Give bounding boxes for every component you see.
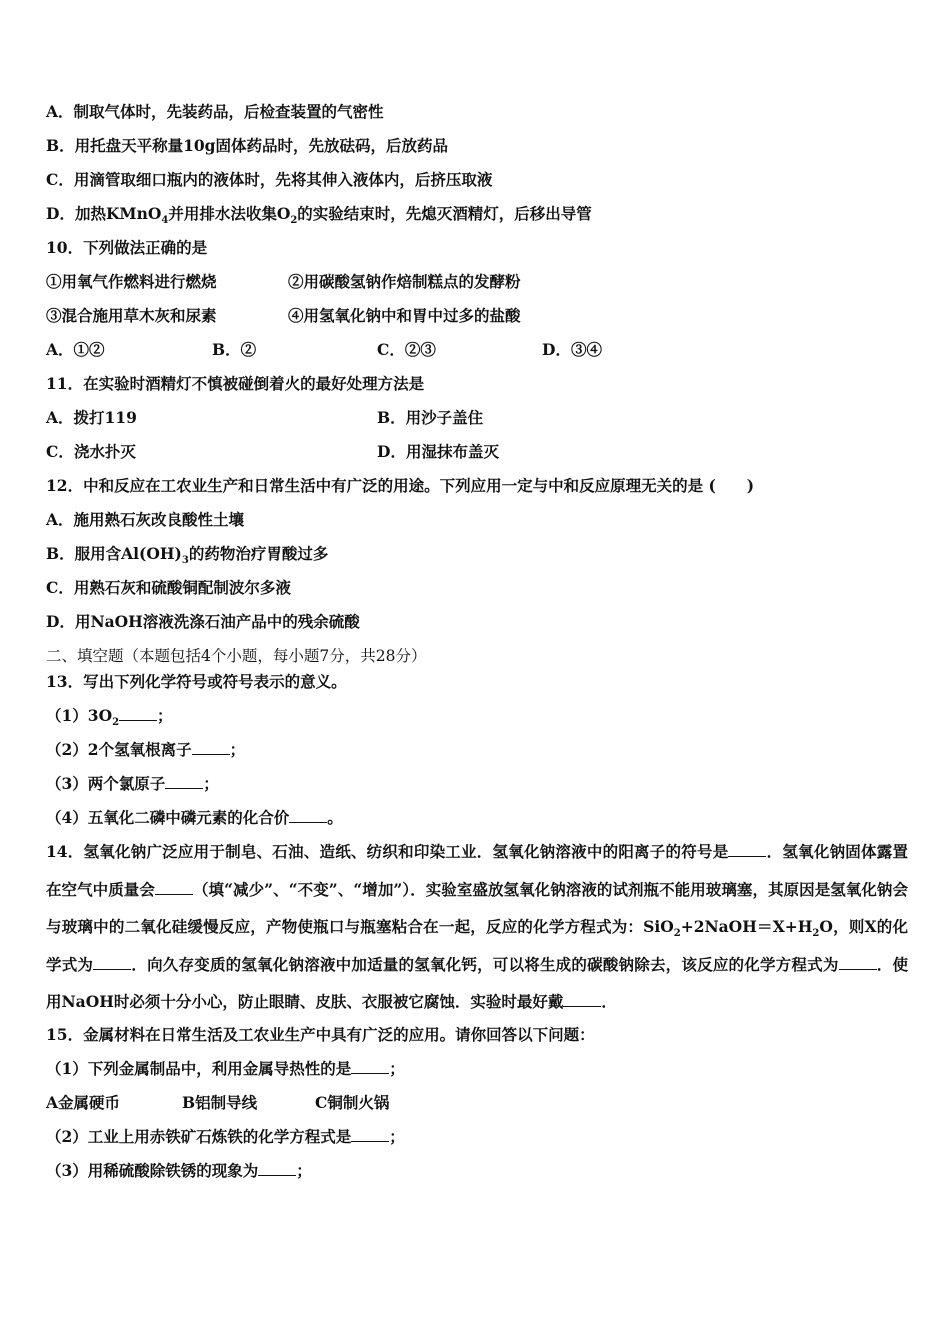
answer-blank[interactable] <box>351 1127 389 1142</box>
q12-option-b: B．服用含$Al(OH)_3$的药物治疗胃酸过多 <box>46 544 329 567</box>
q13-part-4: （4）五氧化二磷中磷元素的化合价 。 <box>46 808 343 827</box>
answer-blank[interactable] <box>289 808 327 823</box>
q15-option-b: B铝制导线 <box>182 1093 258 1112</box>
q12-option-d: D．用NaOH溶液洗涤石油产品中的残余硫酸 <box>46 612 360 631</box>
q12-stem: 12．中和反应在工农业生产和日常生活中有广泛的用途。下列应用一定与中和反应原理无关的是 ( ) <box>46 476 755 495</box>
q9-option-b: B．用托盘天平称量10g固体药品时，先放砝码，后放药品 <box>46 136 449 155</box>
q11-option-c: C．浇水扑灭 <box>46 442 136 461</box>
answer-blank[interactable] <box>93 955 131 970</box>
answer-blank[interactable] <box>119 706 157 721</box>
q10-option-b: B．② <box>212 340 257 359</box>
answer-blank[interactable] <box>728 842 766 857</box>
q13-part-3: （3）两个氯原子 ； <box>46 774 219 793</box>
q13-part-2: （2）2个氢氧根离子 ； <box>46 740 246 759</box>
q15-part-1: （1）下列金属制品中，利用金属导热性的是 ； <box>46 1059 405 1078</box>
q10-option-a: A．①② <box>46 340 105 359</box>
q10-item-3: ③混合施用草木灰和尿素 <box>46 306 217 325</box>
answer-blank[interactable] <box>165 774 203 789</box>
section-heading: 二、填空题（本题包括4个小题，每小题7分，共28分） <box>46 647 427 665</box>
answer-blank[interactable] <box>351 1059 389 1074</box>
answer-blank[interactable] <box>839 955 877 970</box>
q15-stem: 15．金属材料在日常生活及工农业生产中具有广泛的应用。请你回答以下问题： <box>46 1025 595 1044</box>
q9-option-a: A．制取气体时，先装药品，后检查装置的气密性 <box>46 102 384 121</box>
q10-item-1: ①用氧气作燃料进行燃烧 <box>46 272 217 291</box>
q11-option-d: D．用湿抹布盖灭 <box>377 442 499 461</box>
q11-option-a: A．拨打119 <box>46 408 137 427</box>
q15-option-a: A金属硬币 <box>46 1093 121 1112</box>
q15-option-c: C铜制火锅 <box>315 1093 390 1112</box>
q13-stem: 13．写出下列化学符号或符号表示的意义。 <box>46 672 347 691</box>
answer-blank[interactable] <box>563 992 601 1007</box>
q13-part-1: $(1)3O_2$ ； <box>46 706 173 729</box>
answer-blank[interactable] <box>192 740 230 755</box>
q10-option-c: C．②③ <box>377 340 436 359</box>
q12-option-a: A．施用熟石灰改良酸性土壤 <box>46 510 245 529</box>
q15-part-2: （2）工业上用赤铁矿石炼铁的化学方程式是 ； <box>46 1127 405 1146</box>
q11-stem: 11．在实验时酒精灯不慎被碰倒着火的最好处理方法是 <box>46 374 425 393</box>
q10-item-4: ④用氢氧化钠中和胃中过多的盐酸 <box>288 306 521 325</box>
q9-option-c: C．用滴管取细口瓶内的液体时，先将其伸入液体内，后挤压取液 <box>46 170 493 189</box>
q12-option-c: C．用熟石灰和硫酸铜配制波尔多液 <box>46 578 291 597</box>
q10-stem: 10．下列做法正确的是 <box>46 238 208 257</box>
q10-item-2: ②用碳酸氢钠作焙制糕点的发酵粉 <box>288 272 521 291</box>
answer-blank[interactable] <box>258 1161 296 1176</box>
q9-option-d: D．加热KMnO$_4$并用排水法收集$O_2$的实验结束时，先熄灭酒精灯，后移出导管 <box>46 204 592 227</box>
q14-paragraph: 14．氢氧化钠广泛应用于制皂、石油、造纸、纺织和印染工业．氢氧化钠溶液中的阳离子的符号是 ．氢氧化钠固体露置在空气中质量会 （填“减少”、“不变”、“增加”）．实验室盛放氢氧化钠溶液的试剂瓶不能用玻璃塞，其原因是氢氧化钠会与玻璃中的二氧化硅缓慢反应，产物使瓶口与瓶塞粘合在一起，反应的化学方程式为：$SiO_2+2NaOH=X+H_2O$，则X的化学式为 ．向久存变质的氢氧化钠溶液中加适量的氢氧化钙，可以将生成的碳酸钠除去，该反应的化学方程式为 ．使用NaOH时必须十分小心，防止眼睛、皮肤、衣服被它腐蚀．实验时最好戴 ． <box>46 842 908 1011</box>
answer-blank[interactable] <box>155 880 193 895</box>
q10-option-d: D．③④ <box>542 340 602 359</box>
q15-part-3: （3）用稀硫酸除铁锈的现象为 ； <box>46 1161 312 1180</box>
q11-option-b: B．用沙子盖住 <box>377 408 484 427</box>
